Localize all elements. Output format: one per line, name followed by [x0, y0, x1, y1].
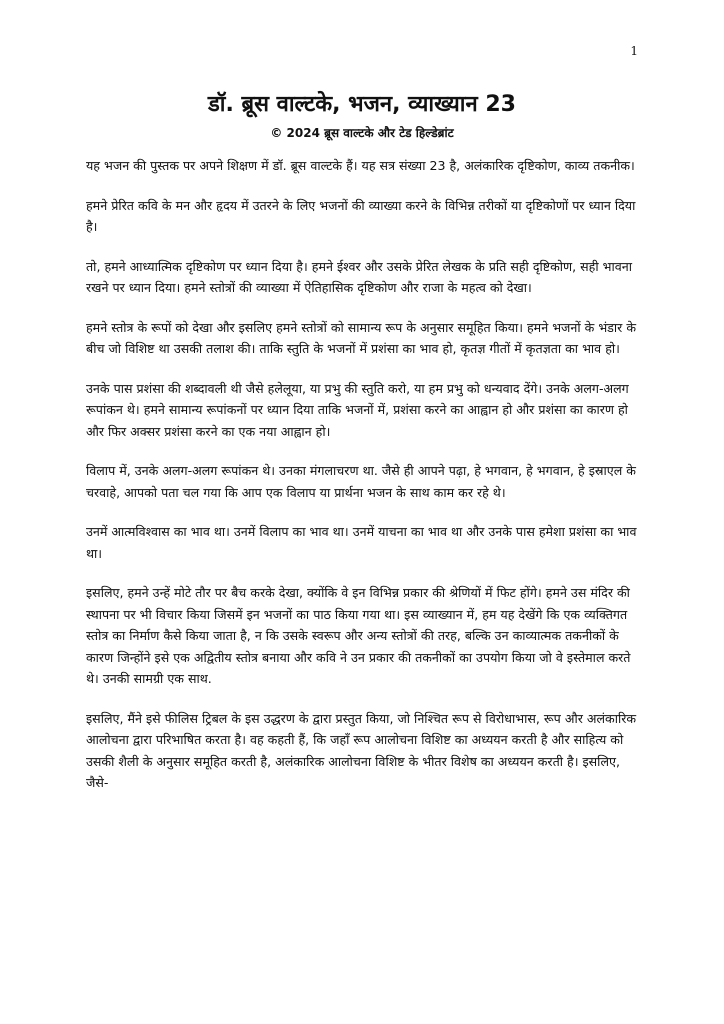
paragraph: उनमें आत्मविश्वास का भाव था। उनमें विलाप का भाव था। उनमें याचना का भाव था और उनके पास हमेशा प्रशंसा का भाव था।	[86, 524, 637, 561]
paragraph: हमने स्तोत्र के रूपों को देखा और इसलिए हमने स्तोत्रों को सामान्य रूप के अनुसार समूहित किया। हमने भजनों के भंडार के बीच जो विशिष्ट था उसकी तलाश की। ताकि स्तुति के भजनों में प्रशंसा का भाव हो, कृतज्ञ गीतों में कृतज्ञता का भाव हो।	[86, 319, 636, 356]
paragraph: यह भजन की पुस्तक पर अपने शिक्षण में डॉ. ब्रूस वाल्टके हैं। यह सत्र संख्या 23 है, अलंकारिक दृष्टिकोण, काव्य तकनीक।	[86, 158, 635, 173]
paragraph: उनके पास प्रशंसा की शब्दावली थी जैसे हलेलूया, या प्रभु की स्तुति करो, या हम प्रभु को धन्यवाद देंगे। उनके अलग-अलग रूपांकन थे। हमने सामान्य रूपांकनों पर ध्यान दिया ताकि भजनों में, प्रशंसा करने का आह्वान हो और प्रशंसा का कारण हो और फिर अक्सर प्रशंसा करने का एक नया आह्वान हो।	[86, 380, 629, 439]
document-title: डॉ. ब्रूस वाल्टके, भजन, व्याख्यान 23	[208, 92, 516, 117]
document-body	[86, 155, 642, 812]
paragraph: हमने प्रेरित कवि के मन और हृदय में उतरने के लिए भजनों की व्याख्या करने के विभिन्न तरीकों या दृष्टिकोणों पर ध्यान दिया है।	[86, 197, 636, 234]
paragraph: इसलिए, मैंने इसे फीलिस ट्रिबल के इस उद्धरण के द्वारा प्रस्तुत किया, जो निश्चित रूप से विरोधाभास, रूप और अलंकारिक आलोचना द्वारा परिभाषित करता है। वह कहती हैं, कि जहाँ रूप आलोचना विशिष्ट का अध्ययन करती है और साहित्य को उसकी शैली के अनुसार समूहित करती है, अलंकारिक आलोचना विशिष्ट के भीतर विशेष का अध्ययन करती है। इसलिए, जैसे-	[86, 710, 637, 790]
paragraph: इसलिए, हमने उन्हें मोटे तौर पर बैच करके देखा, क्योंकि वे इन विभिन्न प्रकार की श्रेणियों में फिट होंगे। हमने उस मंदिर की स्थापना पर भी विचार किया जिसमें इन भजनों का पाठ किया गया था। इस व्याख्यान में, हम यह देखेंगे कि एक व्यक्तिगत स्तोत्र का निर्माण कैसे किया जाता है, न कि उसके स्वरूप और अन्य स्तोत्रों की तरह, बल्कि उन काव्यात्मक तकनीकों के कारण जिन्होंने इसे एक अद्वितीय स्तोत्र बनाया और कवि ने उन प्रकार की तकनीकों का उपयोग किया जो वे इस्तेमाल करते थे। उनकी सामग्री एक साथ.	[86, 585, 631, 686]
paragraph: विलाप में, उनके अलग-अलग रूपांकन थे। उनका मंगलाचरण था. जैसे ही आपने पढ़ा, हे भगवान, हे भगवान, हे इस्राएल के चरवाहे, आपको पता चल गया कि आप एक विलाप या प्रार्थना भजन के साथ काम कर रहे थे।	[86, 463, 636, 500]
page-number: 1	[630, 44, 638, 58]
copyright-line: © 2024 ब्रूस वाल्टके और टेड हिल्डेब्रांट	[270, 126, 454, 140]
paragraph: तो, हमने आध्यात्मिक दृष्टिकोण पर ध्यान दिया है। हमने ईश्वर और उसके प्रेरित लेखक के प्रति सही दृष्टिकोण, सही भावना रखने पर ध्यान दिया। हमने स्तोत्रों की व्याख्या में ऐतिहासिक दृष्टिकोण और राजा के महत्व को देखा।	[86, 258, 633, 295]
